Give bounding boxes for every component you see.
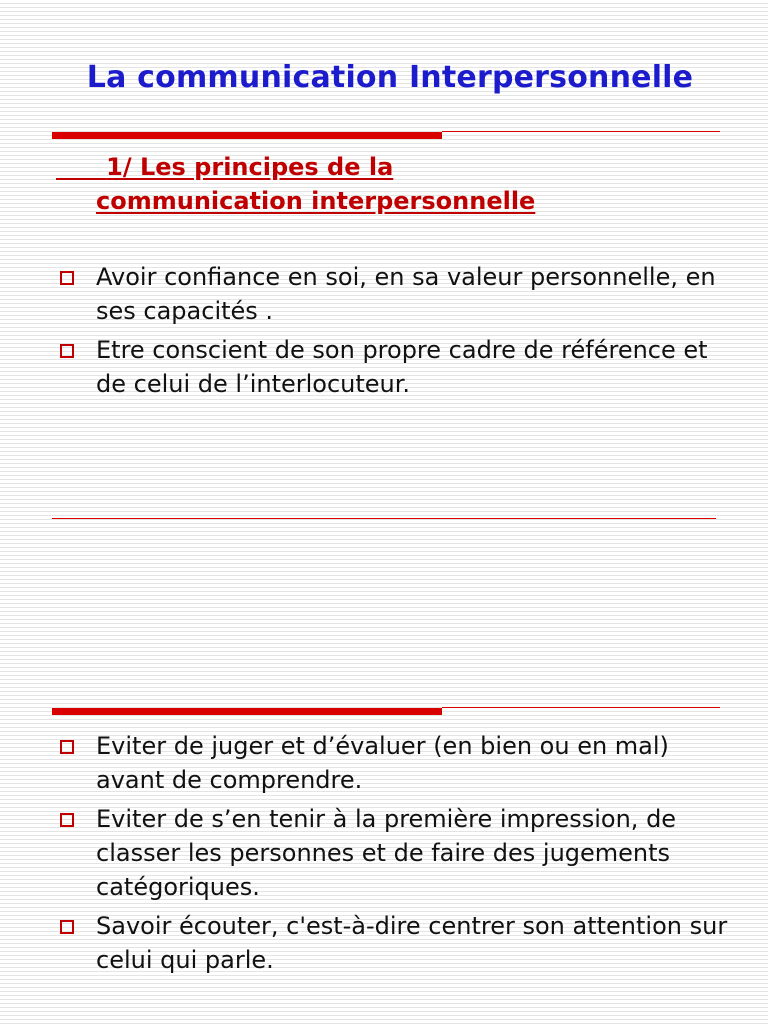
bullet-list-top <box>58 260 738 406</box>
square-bullet-icon <box>60 813 74 827</box>
title-divider-thick <box>52 132 442 139</box>
slide-title: La communication Interpersonnelle <box>86 60 694 95</box>
title-divider-thin <box>442 131 720 132</box>
bullet-list-bottom <box>58 729 738 982</box>
square-bullet-icon <box>60 740 74 754</box>
section-subtitle <box>56 150 696 218</box>
list-item: Savoir écouter, c'est-à-dire centrer son attention sur celui qui parle. <box>58 909 738 977</box>
square-bullet-icon <box>60 271 74 285</box>
subtitle-line-1: 1/ Les principes de la <box>106 153 394 181</box>
subtitle-line-2: communication interpersonnelle <box>96 187 536 215</box>
list-item: Eviter de s’en tenir à la première impression, de classer les personnes et de faire des jugements catégoriques. <box>58 802 738 904</box>
square-bullet-icon <box>60 344 74 358</box>
list-item: Eviter de juger et d’évaluer (en bien ou en mal) avant de comprendre. <box>58 729 738 797</box>
second-divider-thick <box>52 708 442 715</box>
second-divider-thin <box>442 707 720 708</box>
square-bullet-icon <box>60 920 74 934</box>
list-item: Etre conscient de son propre cadre de référence et de celui de l’interlocuteur. <box>58 333 738 401</box>
slide-separator <box>52 518 716 519</box>
list-item: Avoir confiance en soi, en sa valeur personnelle, en ses capacités . <box>58 260 738 328</box>
